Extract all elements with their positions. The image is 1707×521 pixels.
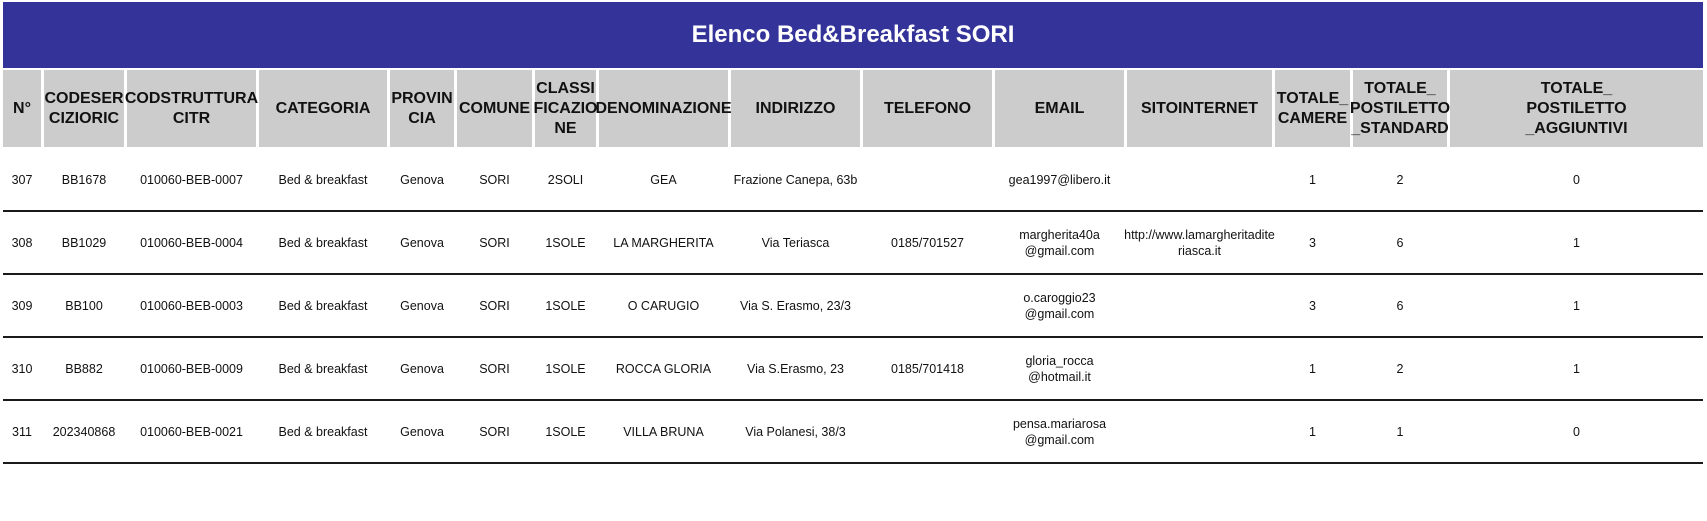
column-header-classificazione: CLASSI FICAZIO NE: [535, 70, 596, 147]
cell-classificazione: 1SOLE: [545, 235, 586, 250]
cell-provincia: Genova: [400, 424, 444, 439]
cell-categoria: Bed & breakfast: [278, 172, 368, 187]
cell-email: margherita40a @gmail.com: [1019, 227, 1100, 258]
cell-denominazione: ROCCA GLORIA: [615, 361, 712, 376]
table-row: [3, 275, 1703, 338]
cell-categoria: Bed & breakfast: [278, 235, 368, 250]
cell-totale-postiletto-aggiuntivi: 0: [1573, 172, 1580, 187]
cell-provincia: Genova: [400, 298, 444, 313]
column-header-denominazione: DENOMINAZIONE: [599, 70, 728, 147]
cell-comune: SORI: [479, 298, 510, 313]
cell-telefono: 0185/701418: [891, 361, 964, 376]
cell-codstrutturacitr: 010060-BEB-0007: [140, 172, 243, 187]
cell-email: gloria_rocca @hotmail.it: [1025, 353, 1094, 384]
cell-totale-postiletto-aggiuntivi: 0: [1573, 424, 1580, 439]
cell-categoria: Bed & breakfast: [278, 361, 368, 376]
table-row: [3, 149, 1703, 212]
cell-totale-postiletto-standard: 2: [1396, 361, 1404, 376]
cell-totale-camere: 3: [1309, 298, 1316, 313]
cell-comune: SORI: [479, 424, 510, 439]
cell-codeserviziorc: 202340868: [52, 424, 116, 439]
cell-n: 310: [11, 361, 33, 376]
column-header-email: EMAIL: [995, 70, 1124, 147]
cell-totale-postiletto-aggiuntivi: 1: [1573, 298, 1580, 313]
column-header-totale-postiletto-aggiuntivi: TOTALE_ POSTILETTO _AGGIUNTIVI: [1450, 70, 1703, 147]
cell-totale-postiletto-standard: 1: [1396, 424, 1404, 439]
cell-codstrutturacitr: 010060-BEB-0021: [140, 424, 243, 439]
cell-totale-camere: 1: [1309, 424, 1316, 439]
cell-telefono: [863, 401, 992, 462]
table-row: [3, 338, 1703, 401]
cell-indirizzo: Via Polanesi, 38/3: [745, 424, 846, 439]
cell-comune: SORI: [479, 235, 510, 250]
cell-categoria: Bed & breakfast: [278, 424, 368, 439]
cell-classificazione: 1SOLE: [545, 361, 586, 376]
page-title: Elenco Bed&Breakfast SORI: [3, 2, 1703, 68]
cell-sitointernet: [1127, 338, 1272, 399]
cell-totale-camere: 1: [1309, 361, 1316, 376]
cell-indirizzo: Frazione Canepa, 63b: [733, 172, 858, 187]
column-header-categoria: CATEGORIA: [259, 70, 387, 147]
cell-email: gea1997@libero.it: [1008, 172, 1111, 187]
cell-classificazione: 2SOLI: [547, 172, 584, 187]
cell-codeserviziorc: BB100: [65, 298, 103, 313]
cell-denominazione: GEA: [650, 172, 677, 187]
column-header-codstrutturacitr: CODSTRUTTURA CITR: [127, 70, 256, 147]
cell-provincia: Genova: [400, 172, 444, 187]
cell-telefono: [863, 275, 992, 336]
cell-denominazione: O CARUGIO: [627, 298, 700, 313]
column-header-totale-camere: TOTALE_ CAMERE: [1275, 70, 1350, 147]
column-header-sitointernet: SITOINTERNET: [1127, 70, 1272, 147]
column-header-codeserviziorc: CODESER CIZIORIC: [44, 70, 124, 147]
cell-sitointernet: http://www.lamargheritadite riasca.it: [1124, 227, 1275, 258]
table-row: [3, 212, 1703, 275]
cell-email: pensa.mariarosa @gmail.com: [1012, 416, 1107, 447]
column-header-comune: COMUNE: [457, 70, 532, 147]
cell-sitointernet: [1127, 149, 1272, 210]
cell-indirizzo: Via Teriasca: [761, 235, 830, 250]
cell-codeserviziorc: BB882: [65, 361, 103, 376]
cell-sitointernet: [1127, 275, 1272, 336]
cell-codeserviziorc: BB1678: [61, 172, 107, 187]
cell-totale-camere: 3: [1309, 235, 1316, 250]
cell-provincia: Genova: [400, 235, 444, 250]
cell-codeserviziorc: BB1029: [61, 235, 107, 250]
cell-totale-camere: 1: [1309, 172, 1316, 187]
table-row: [3, 401, 1703, 464]
cell-codstrutturacitr: 010060-BEB-0004: [140, 235, 243, 250]
cell-indirizzo: Via S.Erasmo, 23: [746, 361, 845, 376]
cell-categoria: Bed & breakfast: [278, 298, 368, 313]
cell-totale-postiletto-standard: 6: [1396, 298, 1404, 313]
cell-n: 309: [11, 298, 33, 313]
cell-n: 308: [11, 235, 33, 250]
cell-denominazione: LA MARGHERITA: [613, 235, 714, 250]
cell-indirizzo: Via S. Erasmo, 23/3: [740, 298, 851, 313]
cell-telefono: [863, 149, 992, 210]
cell-classificazione: 1SOLE: [545, 424, 586, 439]
column-header-telefono: TELEFONO: [863, 70, 992, 147]
table-header: [3, 70, 1703, 147]
cell-comune: SORI: [479, 172, 510, 187]
cell-comune: SORI: [479, 361, 510, 376]
cell-totale-postiletto-aggiuntivi: 1: [1573, 235, 1580, 250]
column-header-totale-postiletto-standard: TOTALE_ POSTILETTO _STANDARD: [1353, 70, 1447, 147]
cell-provincia: Genova: [400, 361, 444, 376]
cell-telefono: 0185/701527: [891, 235, 964, 250]
cell-classificazione: 1SOLE: [545, 298, 586, 313]
cell-denominazione: VILLA BRUNA: [623, 424, 704, 439]
cell-n: 307: [11, 172, 33, 187]
cell-email: o.caroggio23 @gmail.com: [1023, 290, 1096, 321]
cell-n: 311: [12, 424, 32, 439]
cell-totale-postiletto-standard: 6: [1396, 235, 1404, 250]
cell-codstrutturacitr: 010060-BEB-0003: [140, 298, 243, 313]
column-header-indirizzo: INDIRIZZO: [731, 70, 860, 147]
cell-codstrutturacitr: 010060-BEB-0009: [140, 361, 243, 376]
cell-totale-postiletto-aggiuntivi: 1: [1573, 361, 1580, 376]
column-header-provincia: PROVIN CIA: [390, 70, 454, 147]
cell-totale-postiletto-standard: 2: [1396, 172, 1404, 187]
column-header-n: N°: [3, 70, 41, 147]
cell-sitointernet: [1127, 401, 1272, 462]
